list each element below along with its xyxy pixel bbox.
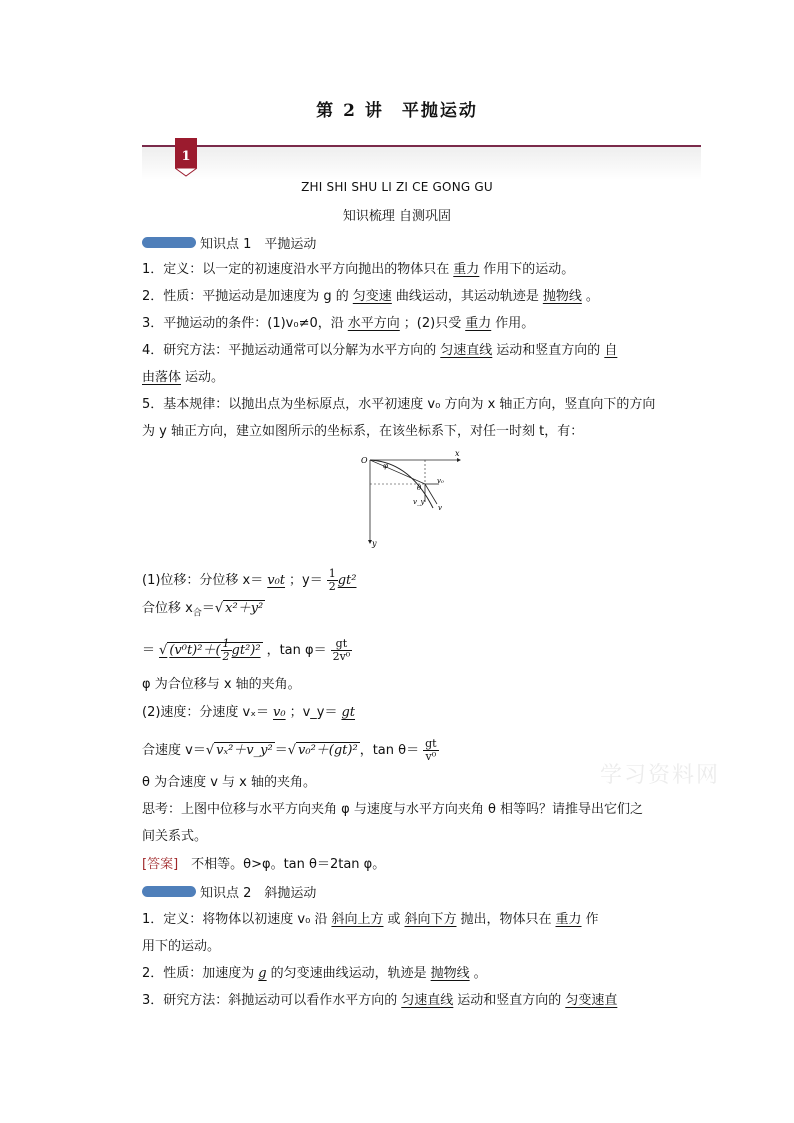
projectile-diagram <box>355 448 465 548</box>
kp1-method-cont: 由落体 运动。 <box>142 370 225 385</box>
section-badge-number: 1 <box>181 149 191 164</box>
kp2-definition-cont: 用下的运动。 <box>142 939 221 954</box>
knowledge-point-1-heading: 知识点 1 平抛运动 <box>142 233 316 251</box>
kp2-method: 3．研究方法：斜抛运动可以看作水平方向的 匀速直线 运动和竖直方向的 匀变速直 <box>142 993 618 1008</box>
section-pinyin: ZHI SHI SHU LI ZI CE GONG GU <box>301 180 493 194</box>
resultant-velocity: 合速度 v＝√ vₓ²＋v_y² ＝√ v₀²＋(gt)² ，tan θ＝ $\frac{gt}{\text{v⁰}}$ <box>142 737 437 763</box>
svg-text:v_y: v_y <box>413 498 425 506</box>
kp1-condition: 3．平抛运动的条件：(1)v₀≠0，沿 水平方向 ；(2)只受 重力 作用。 <box>142 316 535 331</box>
kp1-law: 5．基本规律：以抛出点为坐标原点，水平初速度 v₀ 方向为 x 轴正方向，竖直向下的方向 <box>142 397 656 412</box>
page-title <box>0 96 794 121</box>
lecture-topic: 平抛运动 <box>401 101 478 121</box>
kp1-method: 4．研究方法：平抛运动通常可以分解为水平方向的 匀速直线 运动和竖直方向的 自 <box>142 343 618 358</box>
section-header-band <box>142 147 701 180</box>
svg-text:y: y <box>372 539 377 548</box>
velocity-components: (2)速度：分速度 vₓ＝ v₀ ；v_y＝ gt <box>142 705 356 720</box>
pill-icon <box>142 237 196 248</box>
phi-note: φ 为合位移与 x 轴的夹角。 <box>142 677 301 692</box>
kp2-definition: 1．定义：将物体以初速度 v₀ 沿 斜向上方 或 斜向下方 抛出，物体只在 重力 作 <box>142 912 599 927</box>
svg-text:v₀: v₀ <box>437 477 444 485</box>
svg-text:v: v <box>438 504 442 512</box>
think-answer: [答案] 不相等。θ>φ。tan θ＝2tan φ。 <box>142 857 386 872</box>
kp2-property: 2．性质：加速度为 g 的匀变速曲线运动，轨迹是 抛物线 。 <box>142 966 487 981</box>
displacement-components: (1)位移：分位移 x＝ v₀t ；y＝ $\frac{1}{2}$ gt² <box>142 567 357 593</box>
resultant-displacement-expanded: ＝ √ (v⁰t)²＋( $\frac{1}{2}$ gt²)² ，tan φ＝ $\frac{gt}{\text{2v⁰}}$ <box>142 637 351 663</box>
answer-tag: [答案] <box>142 857 179 872</box>
svg-text:O: O <box>361 456 368 465</box>
knowledge-point-2-heading: 知识点 2 斜抛运动 <box>142 882 316 900</box>
pill-icon <box>142 886 196 897</box>
think-question: 思考：上图中位移与水平方向夹角 φ 与速度与水平方向夹角 θ 相等吗？请推导出它们之 <box>142 802 644 817</box>
theta-note: θ 为合速度 v 与 x 轴的夹角。 <box>142 775 317 790</box>
svg-text:φ: φ <box>383 462 388 470</box>
watermark: 学习资料网 <box>600 763 721 788</box>
section-rule <box>142 145 701 147</box>
kp1-law-cont: 为 y 轴正方向，建立如图所示的坐标系，在该坐标系下，对任一时刻 t，有： <box>142 424 584 439</box>
svg-text:θ: θ <box>417 484 422 492</box>
lecture-number: 第 2 讲 <box>316 101 384 121</box>
think-question-cont: 间关系式。 <box>142 829 208 844</box>
section-subtitle: 知识梳理 自测巩固 <box>342 209 452 224</box>
kp1-definition: 1．定义：以一定的初速度沿水平方向抛出的物体只在 重力 作用下的运动。 <box>142 262 575 277</box>
resultant-displacement: 合位移 $x_合=√$ x²＋y² <box>142 601 264 619</box>
kp1-property: 2．性质：平抛运动是加速度为 g 的 匀变速 曲线运动，其运动轨迹是 抛物线 。 <box>142 289 599 304</box>
svg-text:x: x <box>455 449 460 458</box>
